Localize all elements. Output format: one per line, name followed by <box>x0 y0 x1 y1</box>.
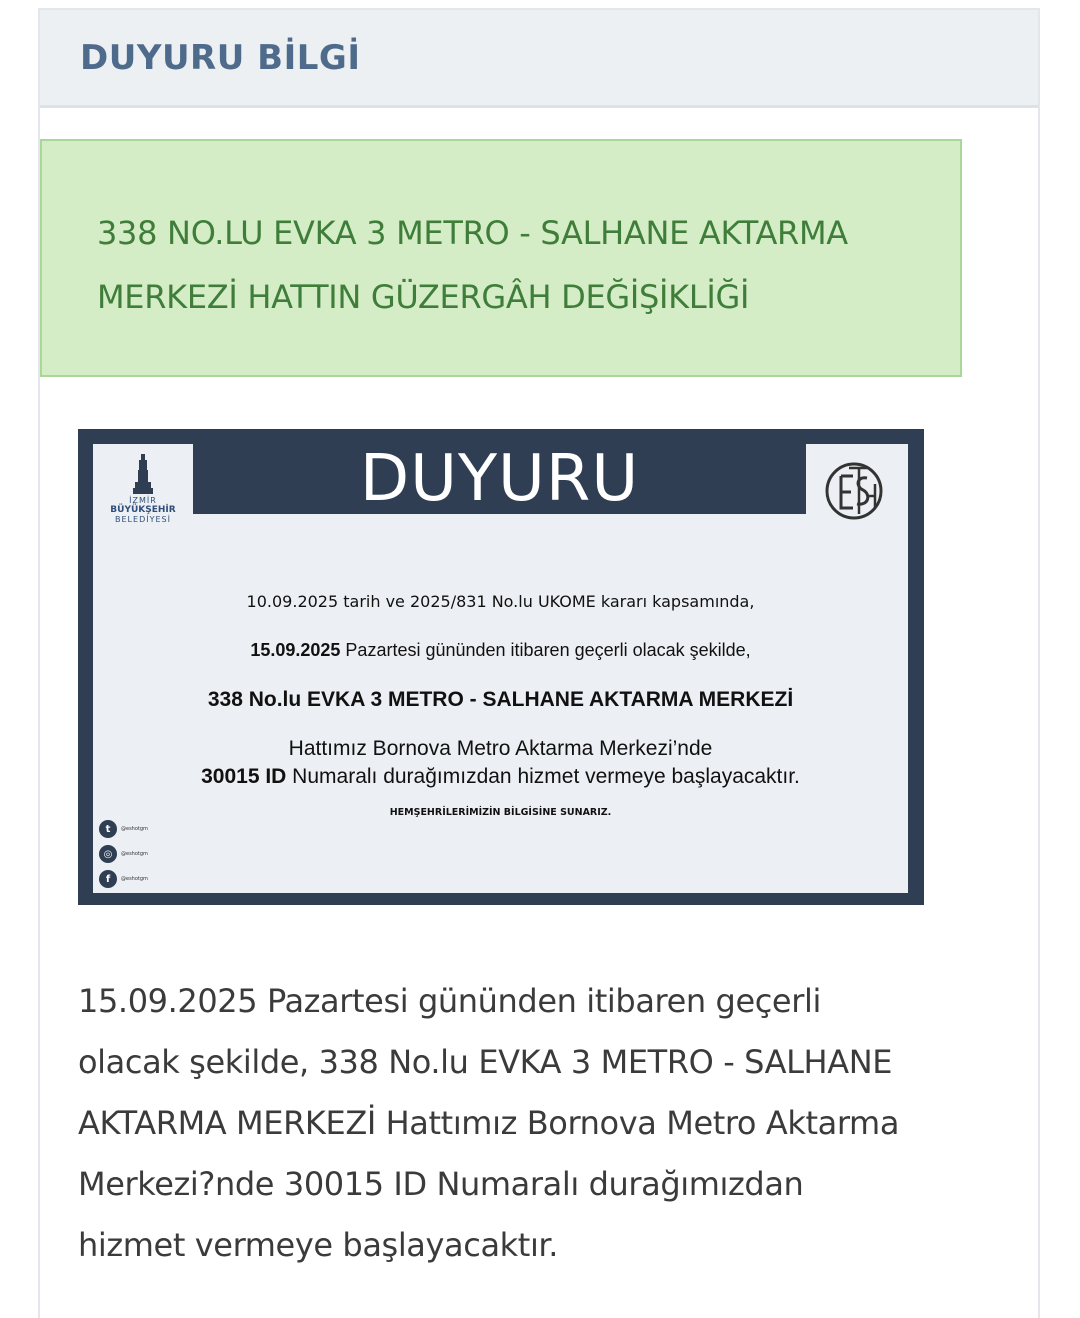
logo-line-1: İZMİR <box>129 496 157 505</box>
instagram-icon: ◎ <box>99 845 117 863</box>
izmir-municipality-logo <box>97 450 189 528</box>
notice-line-2 <box>93 640 908 661</box>
page-title: DUYURU BİLGİ <box>80 37 361 78</box>
notice-line-5-id: 30015 ID <box>201 765 287 788</box>
logo-line-3: BELEDİYESİ <box>115 515 171 524</box>
announcement-image-panel <box>93 444 908 893</box>
announcement-image-heading: DUYURU <box>359 442 640 516</box>
notice-line-3: 338 No.lu EVKA 3 METRO - SALHANE AKTARMA MERKEZİ <box>207 688 794 711</box>
notice-line-5-text: Numaralı durağımızdan hizmet vermeye başlayacaktır. <box>286 765 800 788</box>
notice-line-5 <box>93 765 908 789</box>
social-facebook <box>99 869 148 889</box>
announcement-body: 15.09.2025 Pazartesi gününden itibaren geçerli olacak şekilde, 338 No.lu EVKA 3 METRO - SALHANE AKTARMA MERKEZİ Hattımız Bornova Metro Aktarma Merkezi?nde 30015 ID Numaralı durağımızdan hizmet vermeye başlayacaktır. <box>78 982 900 1264</box>
social-instagram <box>99 844 148 864</box>
notice-line-2-date: 15.09.2025 <box>250 640 341 660</box>
social-handle: @eshotgm <box>121 851 148 857</box>
notice-line-6: HEMŞEHRİLERİMİZİN BİLGİSİNE SUNARIZ. <box>389 807 612 818</box>
social-twitter <box>99 819 148 839</box>
card-header <box>40 10 1038 108</box>
announcement-image <box>78 429 924 905</box>
notice-line-4: Hattımız Bornova Metro Aktarma Merkezi’nde <box>288 737 713 760</box>
notice-line-2-text: Pazartesi gününden itibaren geçerli olacak şekilde, <box>340 640 751 660</box>
twitter-icon: t <box>99 820 117 838</box>
notice-line-1: 10.09.2025 tarih ve 2025/831 No.lu UKOME kararı kapsamında, <box>246 592 755 611</box>
clock-tower-icon <box>131 452 155 496</box>
social-handle: @eshotgm <box>121 876 148 882</box>
logo-line-2: BÜYÜKŞEHİR <box>110 505 176 515</box>
social-handle: @eshotgm <box>121 826 148 832</box>
announcement-title: 338 NO.LU EVKA 3 METRO - SALHANE AKTARMA MERKEZİ HATTIN GÜZERGÂH DEĞİŞİKLİĞİ <box>97 214 848 316</box>
eshot-logo-icon <box>819 456 889 526</box>
announcement-title-box <box>40 139 962 377</box>
facebook-icon: f <box>99 870 117 888</box>
